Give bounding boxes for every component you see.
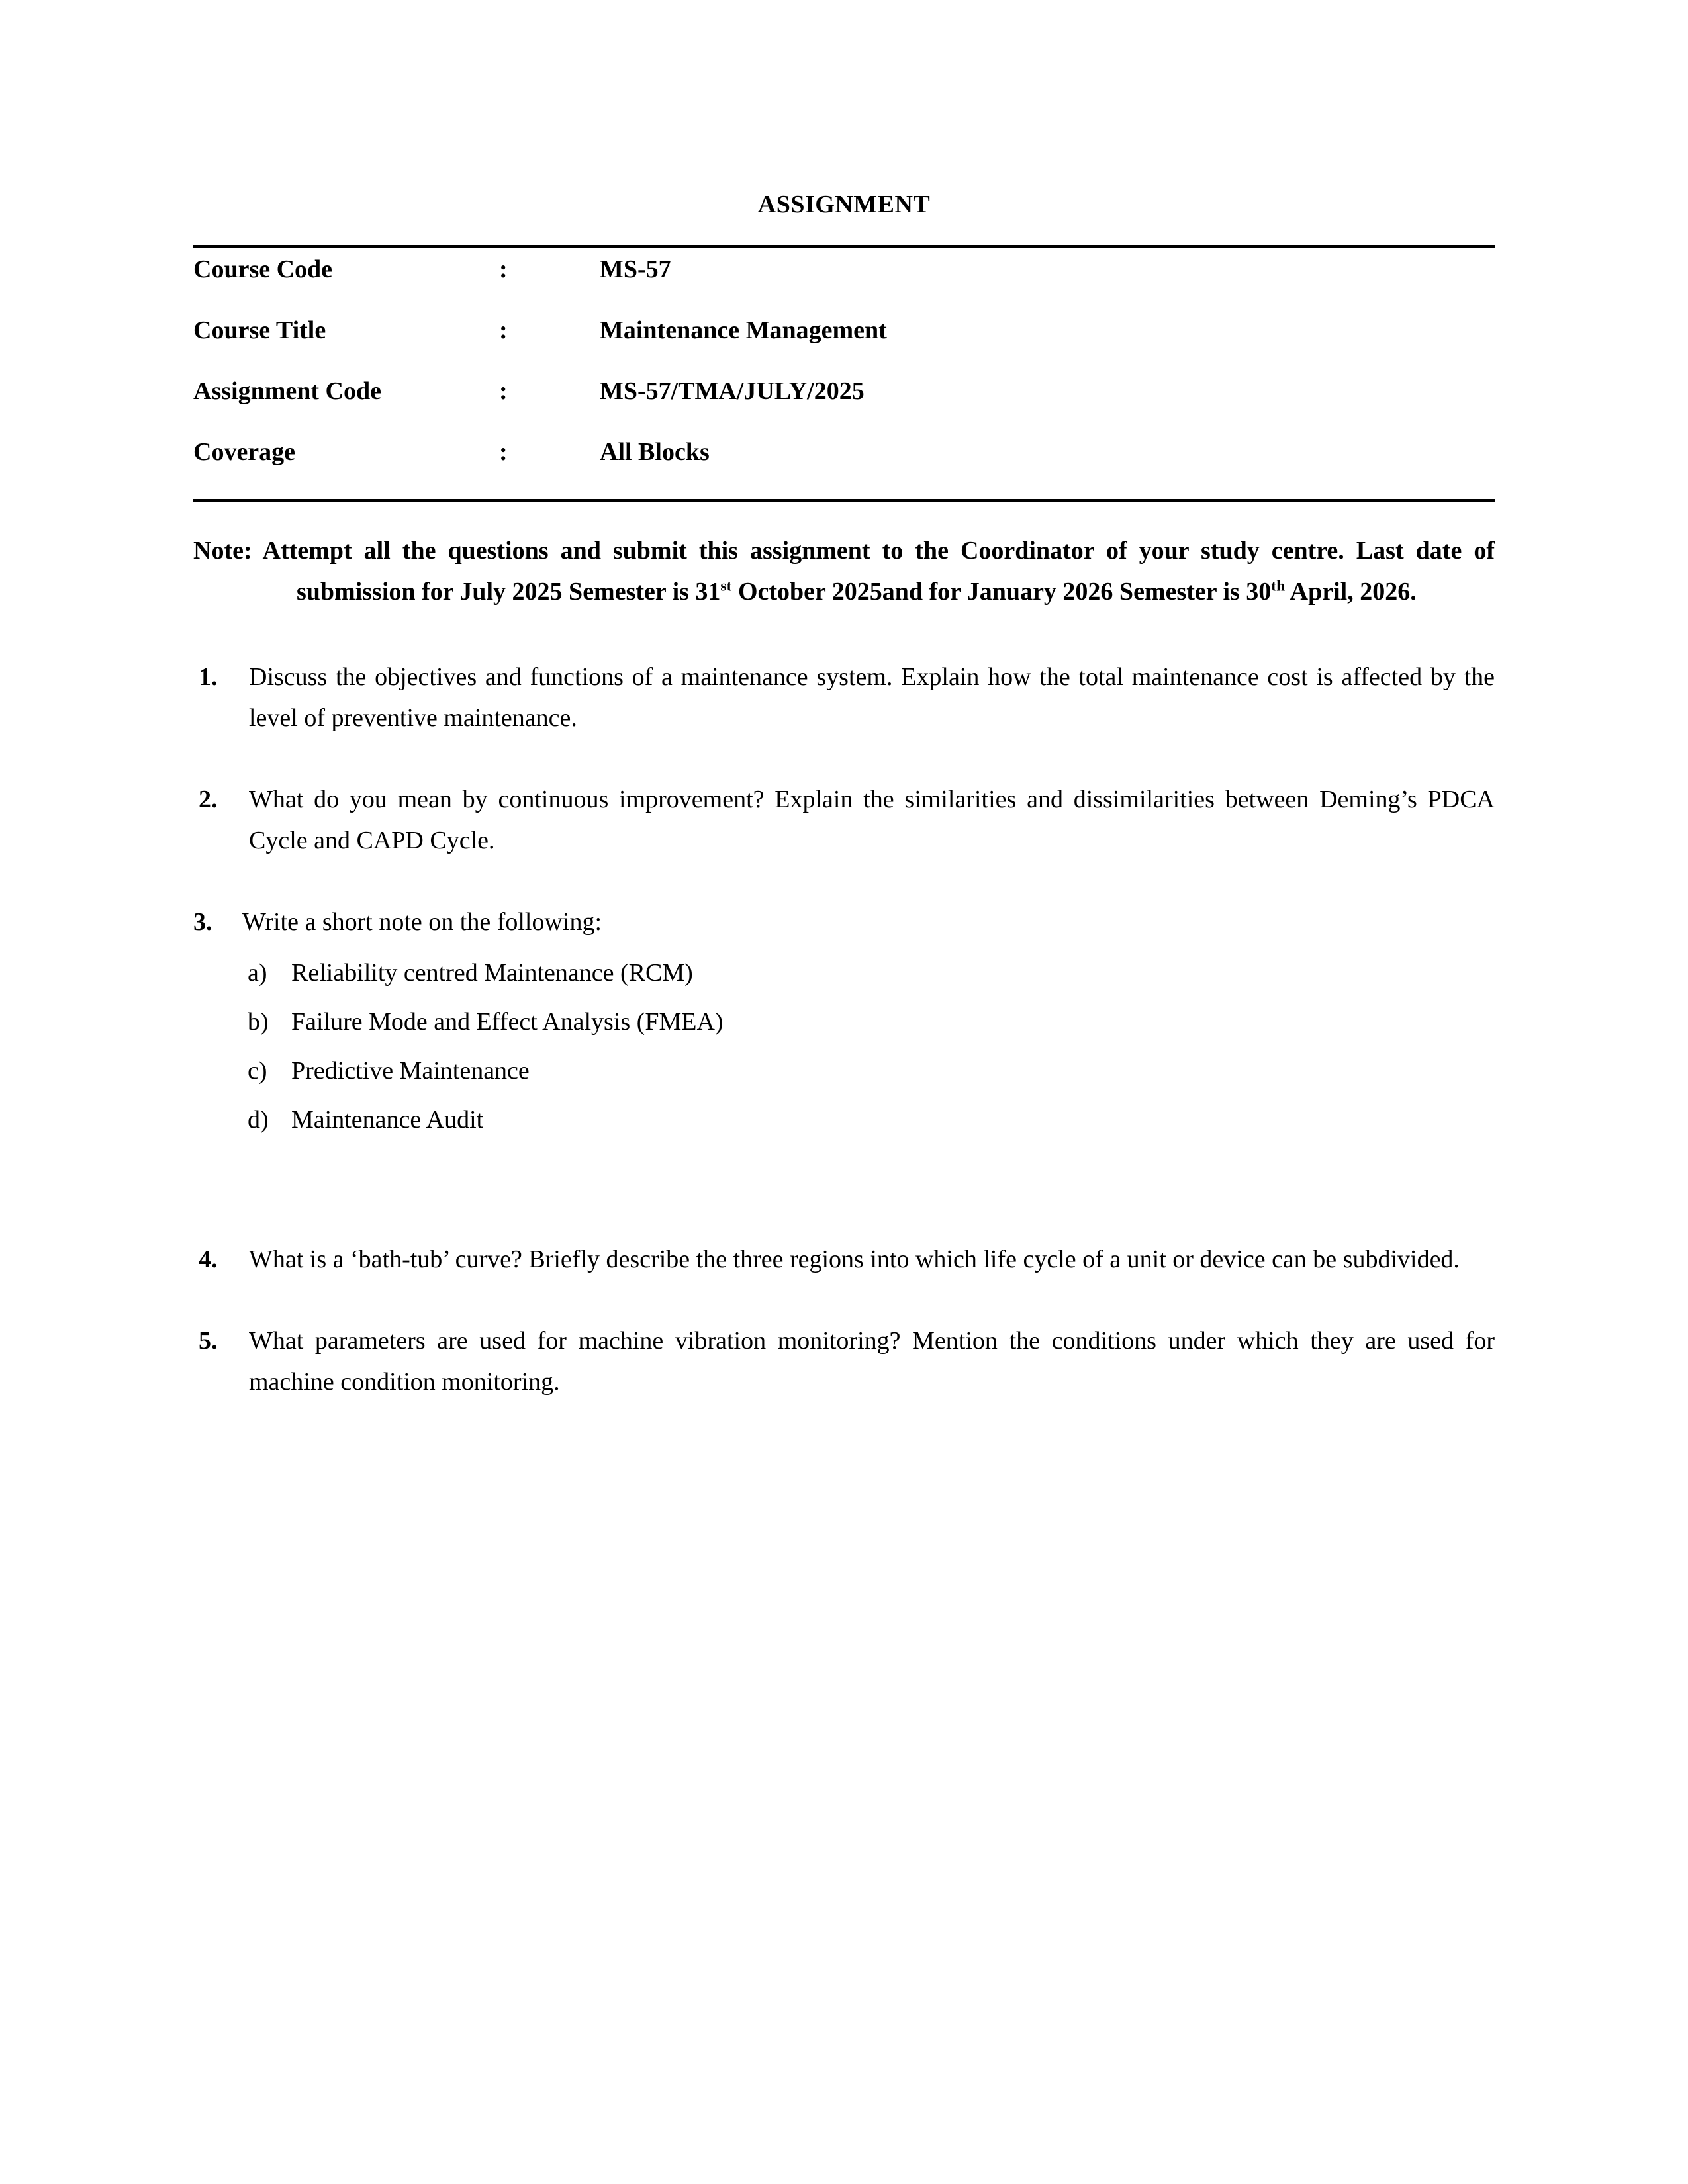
meta-label-assignment-code: Assignment Code [193,377,381,405]
meta-label-course-code: Course Code [193,255,333,283]
meta-label-course-title: Course Title [193,316,326,344]
page-title: ASSIGNMENT [757,191,931,218]
questions-list [193,657,1495,1402]
question-text: What is a ‘bath-tub’ curve? Briefly describe the three regions into which life cycle of a unit or device can be subdivided. [249,1245,1460,1273]
question-text: What parameters are used for machine vibration monitoring? Mention the conditions under which they are used for machine condition monitoring. [249,1327,1495,1396]
subitem-marker: d) [248,1105,269,1134]
meta-separator: : [499,255,508,283]
course-meta-table [193,248,1495,499]
subitem-marker: a) [248,958,267,987]
table-row [193,318,1495,379]
list-item [193,1058,1495,1083]
question-number: 2. [199,786,218,814]
subitem-marker: b) [248,1007,269,1036]
spacer [193,1173,1495,1214]
subitem-text: Predictive Maintenance [291,1056,530,1085]
note-text-part2: October 2025and for January 2026 Semester is 30 [731,577,1272,606]
meta-value-course-title: Maintenance Management [600,316,887,344]
note-text-part3: April, 2026. [1285,577,1417,606]
note-text-part1: Attempt all the questions and submit this assignment to the Coordinator of your study centre. Last date of submission for July 2025 Semester is 31 [252,537,1495,606]
note-ordinal-th: th [1271,576,1286,594]
question-number: 4. [199,1245,218,1273]
table-row [193,379,1495,439]
meta-separator: : [499,377,508,405]
list-item [193,1107,1495,1132]
question-number: 5. [199,1327,218,1355]
question-4 [193,1240,1495,1281]
question-1 [193,657,1495,739]
note-lead: Note: [193,537,252,565]
question-3 [193,902,1495,943]
question-text: What do you mean by continuous improvement? Explain the similarities and dissimilarities between Deming’s PDCA Cycle and CAPD Cycle. [249,786,1495,854]
list-item [193,1009,1495,1034]
question-3-subitems [193,960,1495,1132]
question-5 [193,1321,1495,1402]
meta-separator: : [499,316,508,344]
subitem-marker: c) [248,1056,267,1085]
table-row [193,439,1495,499]
table-row [193,248,1495,318]
subitem-text: Reliability centred Maintenance (RCM) [291,958,693,987]
meta-value-course-code: MS-57 [600,255,671,283]
subitem-text: Maintenance Audit [291,1105,484,1134]
meta-value-assignment-code: MS-57/TMA/JULY/2025 [600,377,865,405]
page-content [193,0,1495,1402]
submission-note [193,531,1495,612]
list-item [193,960,1495,985]
question-text: Discuss the objectives and functions of a maintenance system. Explain how the total maintenance cost is affected by the level of preventive maintenance. [249,663,1495,732]
question-text: Write a short note on the following: [242,908,602,936]
course-meta-block [193,245,1495,502]
note-ordinal-st: st [720,576,732,594]
meta-label-coverage: Coverage [193,438,296,466]
question-2 [193,780,1495,861]
question-number: 1. [199,663,218,692]
meta-value-coverage: All Blocks [600,438,710,466]
subitem-text: Failure Mode and Effect Analysis (FMEA) [291,1007,724,1036]
meta-separator: : [499,438,508,466]
question-number: 3. [193,908,212,936]
